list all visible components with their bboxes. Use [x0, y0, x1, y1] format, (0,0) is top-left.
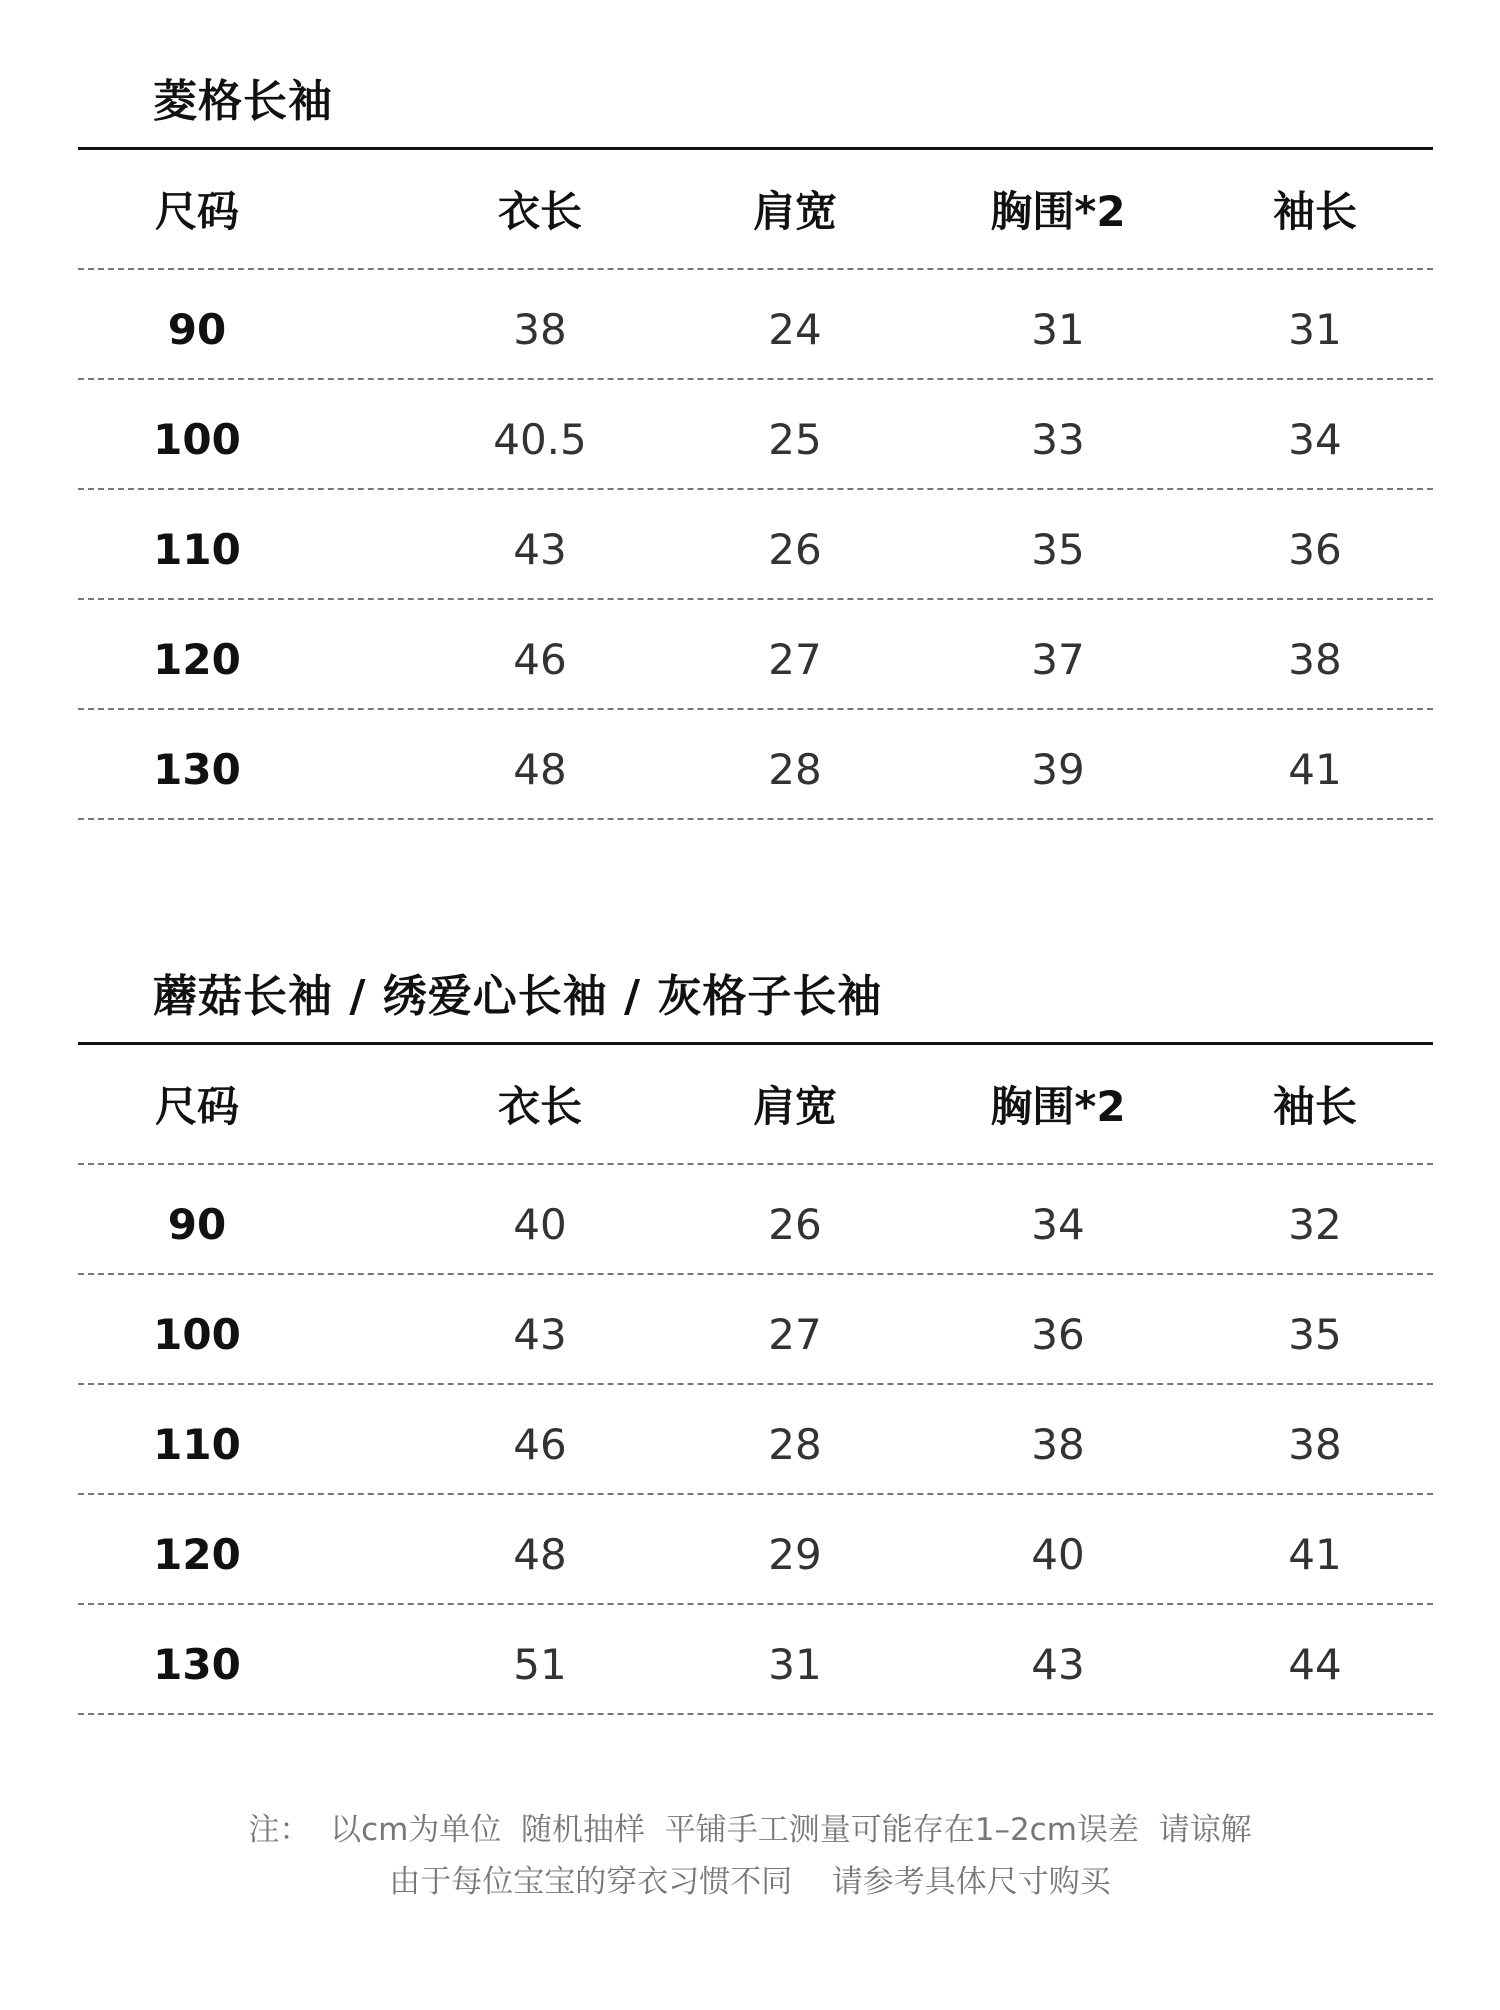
table-title: 菱格长袖: [153, 76, 333, 127]
value-cell: 34: [1288, 415, 1342, 464]
value-cell: 36: [1288, 525, 1342, 574]
value-cell: 46: [513, 635, 567, 684]
row-divider: [78, 1383, 1433, 1385]
value-cell: 34: [1031, 1200, 1085, 1249]
value-cell: 24: [768, 305, 822, 354]
value-cell: 38: [1031, 1420, 1085, 1469]
value-cell: 51: [513, 1640, 567, 1689]
value-cell: 43: [1031, 1640, 1085, 1689]
header-shoulder-col: 肩宽: [752, 187, 837, 236]
size-cell: 130: [153, 745, 241, 794]
row-divider: [78, 488, 1433, 490]
value-cell: 33: [1031, 415, 1085, 464]
row-divider: [78, 1713, 1433, 1715]
row-divider: [78, 268, 1433, 270]
value-cell: 46: [513, 1420, 567, 1469]
value-cell: 43: [513, 525, 567, 574]
header-chest-col: 胸围*2: [990, 1082, 1126, 1131]
value-cell: 31: [1031, 305, 1085, 354]
value-cell: 38: [513, 305, 567, 354]
value-cell: 41: [1288, 1530, 1342, 1579]
size-cell: 110: [153, 1420, 241, 1469]
value-cell: 38: [1288, 635, 1342, 684]
row-divider: [78, 378, 1433, 380]
header-size-col: 尺码: [154, 187, 239, 236]
value-cell: 31: [768, 1640, 822, 1689]
value-cell: 29: [768, 1530, 822, 1579]
value-cell: 28: [768, 745, 822, 794]
row-divider: [78, 598, 1433, 600]
header-sleeve-col: 袖长: [1272, 1082, 1357, 1131]
header-chest-col: 胸围*2: [990, 187, 1126, 236]
table-title: 蘑菇长袖 / 绣爱心长袖 / 灰格子长袖: [153, 971, 883, 1022]
value-cell: 31: [1288, 305, 1342, 354]
size-cell: 120: [153, 635, 241, 684]
size-table: [0, 0, 1500, 830]
size-cell: 120: [153, 1530, 241, 1579]
value-cell: 37: [1031, 635, 1085, 684]
row-divider: [78, 1493, 1433, 1495]
value-cell: 28: [768, 1420, 822, 1469]
value-cell: 39: [1031, 745, 1085, 794]
row-divider: [78, 818, 1433, 820]
value-cell: 32: [1288, 1200, 1342, 1249]
value-cell: 44: [1288, 1640, 1342, 1689]
value-cell: 48: [513, 745, 567, 794]
value-cell: 35: [1288, 1310, 1342, 1359]
value-cell: 40.5: [493, 415, 587, 464]
value-cell: 27: [768, 635, 822, 684]
value-cell: 48: [513, 1530, 567, 1579]
size-cell: 110: [153, 525, 241, 574]
value-cell: 41: [1288, 745, 1342, 794]
value-cell: 26: [768, 525, 822, 574]
row-divider: [78, 1273, 1433, 1275]
size-cell: 100: [153, 415, 241, 464]
size-cell: 90: [167, 305, 227, 354]
value-cell: 36: [1031, 1310, 1085, 1359]
row-divider: [78, 1603, 1433, 1605]
value-cell: 38: [1288, 1420, 1342, 1469]
header-sleeve-col: 袖长: [1272, 187, 1357, 236]
value-cell: 40: [1031, 1530, 1085, 1579]
size-cell: 90: [167, 1200, 227, 1249]
row-divider: [78, 1163, 1433, 1165]
value-cell: 25: [768, 415, 822, 464]
footer-note-line-1: 注： 以cm为单位 随机抽样 平铺手工测量可能存在1–2cm误差 请谅解: [248, 1812, 1252, 1848]
value-cell: 27: [768, 1310, 822, 1359]
header-shoulder-col: 肩宽: [752, 1082, 837, 1131]
size-cell: 130: [153, 1640, 241, 1689]
header-size-col: 尺码: [154, 1082, 239, 1131]
size-cell: 100: [153, 1310, 241, 1359]
footer-note-line-2: 由于每位宝宝的穿衣习惯不同 请参考具体尺寸购买: [389, 1864, 1111, 1900]
value-cell: 26: [768, 1200, 822, 1249]
header-length-col: 衣长: [497, 187, 582, 236]
row-divider: [78, 708, 1433, 710]
value-cell: 40: [513, 1200, 567, 1249]
value-cell: 43: [513, 1310, 567, 1359]
size-table: [0, 895, 1500, 1725]
header-length-col: 衣长: [497, 1082, 582, 1131]
value-cell: 35: [1031, 525, 1085, 574]
